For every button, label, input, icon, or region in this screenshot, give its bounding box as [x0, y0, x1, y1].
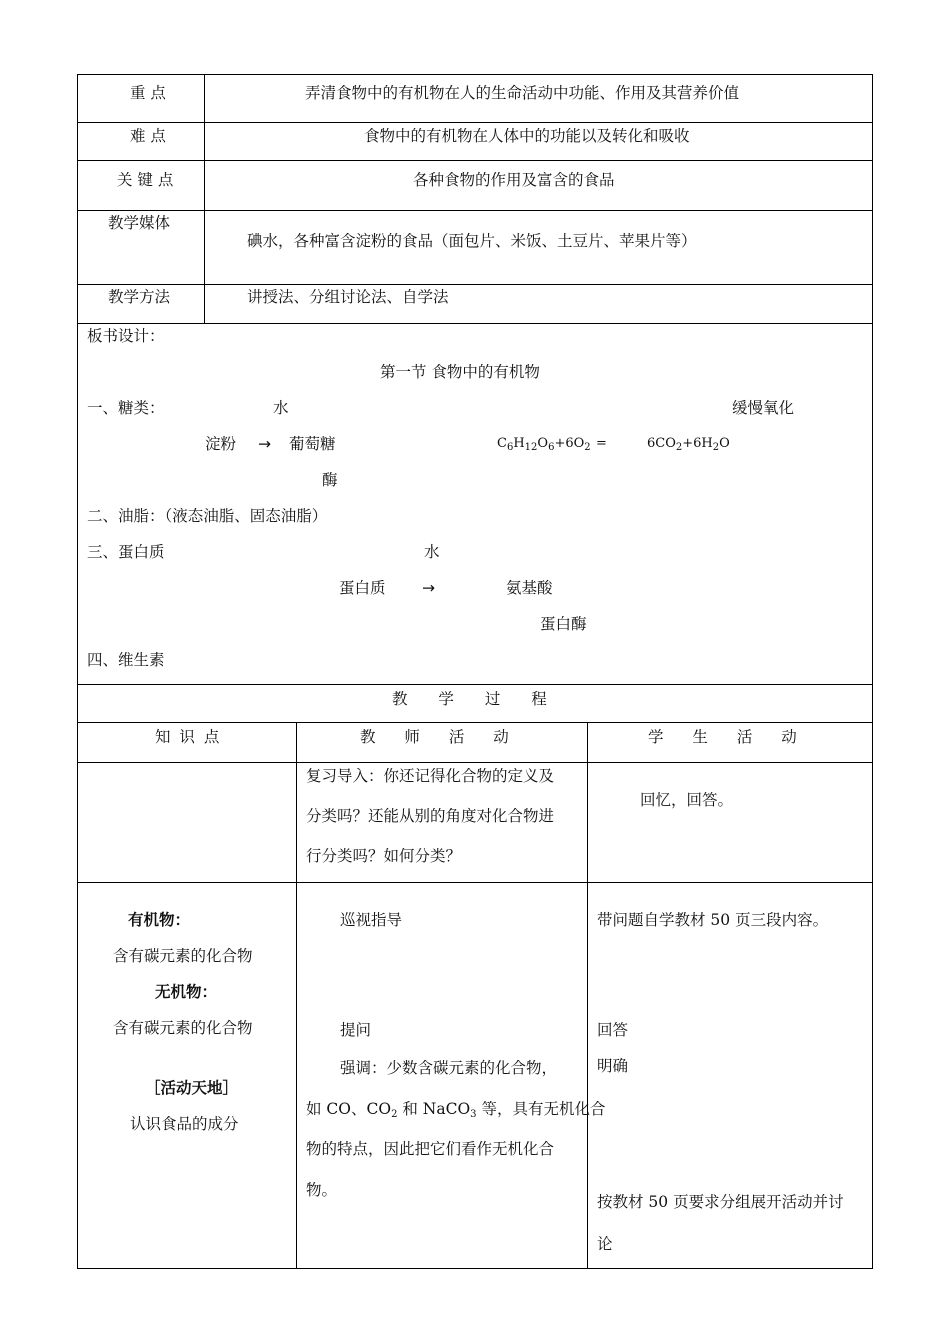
section-protein-label: 三、蛋白质	[87, 543, 165, 561]
starch-term: 淀粉	[205, 435, 237, 453]
student-clarify: 明确	[597, 1057, 629, 1075]
formula-part: C	[497, 436, 507, 451]
row-divider	[77, 122, 873, 123]
glucose-formula	[497, 434, 591, 458]
formula-part: O	[537, 436, 549, 451]
teacher-emphasis: 强调：少数含碳元素的化合物，	[340, 1059, 558, 1077]
row-divider	[77, 284, 873, 285]
text-subscript: 3	[470, 1109, 477, 1120]
text-part: 和 NaCO	[397, 1100, 471, 1118]
teacher-activity-line: 分类吗？还能从别的角度对化合物进	[306, 807, 555, 825]
formula-part: +6H	[682, 436, 713, 451]
table-border-right	[872, 74, 873, 1269]
key-point-value: 弄清食物中的有机物在人的生命活动中功能、作用及其营养价值	[305, 84, 740, 102]
formula-part: +6O	[554, 436, 585, 451]
teacher-activity-line: 行分类吗？如何分类？	[306, 847, 462, 865]
method-value: 讲授法、分组讨论法、自学法	[247, 288, 449, 306]
formula-part: 6CO	[647, 436, 676, 451]
table-border-top	[77, 74, 873, 75]
section-vitamin: 四、维生素	[87, 651, 165, 669]
row-divider	[77, 210, 873, 211]
formula-subscript: 6	[548, 442, 555, 453]
teacher-emphasis-line: 物。	[306, 1181, 338, 1199]
glucose-term: 葡萄糖	[289, 435, 336, 453]
water-condition: 水	[273, 399, 289, 417]
column-knowledge-header: 知 识 点	[155, 728, 220, 746]
formula-part: O	[719, 436, 730, 451]
formula-subscript: 2	[712, 442, 720, 453]
student-self-study: 带问题自学教材 50 页三段内容。	[597, 911, 829, 929]
formula-subscript: 12	[524, 442, 538, 453]
protease-condition: 蛋白酶	[540, 615, 587, 633]
protein-arrow: →	[422, 579, 435, 597]
inorganic-term: 无机物：	[155, 982, 218, 1001]
formula-subscript: 2	[675, 442, 683, 453]
student-group-activity: 论	[597, 1235, 613, 1253]
board-heading: 板书设计：	[87, 327, 165, 345]
critical-label: 关 键 点	[117, 171, 174, 189]
teacher-emphasis-line	[306, 1099, 605, 1125]
activity-title: ［活动天地］	[145, 1078, 239, 1097]
text-part: 等，具有无机化合	[476, 1100, 606, 1118]
row-divider	[77, 323, 873, 324]
student-group-activity: 按教材 50 页要求分组展开活动并讨	[597, 1193, 844, 1211]
process-column-divider	[296, 722, 297, 1269]
board-title: 第一节 食物中的有机物	[380, 363, 540, 381]
row-divider	[77, 160, 873, 161]
text-part: 如 CO、CO	[306, 1100, 392, 1118]
difficulty-label: 难 点	[130, 127, 166, 145]
student-activity: 回忆，回答。	[640, 791, 734, 809]
process-header: 教 学 过 程	[392, 690, 547, 708]
table-border-bottom	[77, 1268, 873, 1269]
enzyme-condition: 酶	[322, 471, 338, 489]
teacher-emphasis-line: 物的特点，因此把它们看作无机化合	[306, 1140, 555, 1158]
row-divider	[77, 762, 873, 763]
formula-subscript: 6	[506, 442, 514, 453]
organic-term: 有机物：	[128, 910, 191, 929]
process-column-divider	[587, 722, 588, 1269]
difficulty-value: 食物中的有机物在人体中的功能以及转化和吸收	[364, 127, 690, 145]
formula-part: H	[513, 436, 525, 451]
equals-sign: =	[596, 436, 607, 451]
products-formula	[647, 434, 730, 458]
method-label: 教学方法	[108, 288, 171, 306]
teacher-patrol: 巡视指导	[340, 911, 403, 929]
oxidation-condition: 缓慢氧化	[732, 399, 795, 417]
protein-term: 蛋白质	[339, 579, 386, 597]
amino-acid-term: 氨基酸	[506, 579, 553, 597]
column-teacher-header: 教 师 活 动	[360, 728, 509, 746]
formula-subscript: 2	[584, 442, 591, 453]
media-value: 碘水，各种富含淀粉的食品（面包片、米饭、土豆片、苹果片等）	[247, 232, 697, 250]
section-fat: 二、油脂：（液态油脂、固态油脂）	[87, 507, 328, 525]
row-divider	[77, 882, 873, 883]
table-border-left	[77, 74, 78, 1269]
student-answer: 回答	[597, 1021, 629, 1039]
media-label: 教学媒体	[108, 214, 171, 232]
organic-definition: 含有碳元素的化合物	[113, 947, 253, 965]
row-divider	[77, 722, 873, 723]
critical-value: 各种食物的作用及富含的食品	[413, 171, 615, 189]
row-divider	[77, 684, 873, 685]
teacher-activity-line: 复习导入：你还记得化合物的定义及	[306, 767, 555, 785]
reaction-arrow: →	[258, 435, 271, 453]
activity-description: 认识食品的成分	[130, 1115, 239, 1133]
label-column-divider	[204, 74, 205, 324]
section-sugar-label: 一、糖类：	[87, 399, 165, 417]
text-subscript: 2	[391, 1109, 398, 1120]
teacher-ask: 提问	[340, 1021, 372, 1039]
inorganic-definition: 含有碳元素的化合物	[113, 1019, 253, 1037]
protein-water-condition: 水	[424, 543, 440, 561]
key-point-label: 重 点	[130, 84, 166, 102]
column-student-header: 学 生 活 动	[648, 728, 797, 746]
